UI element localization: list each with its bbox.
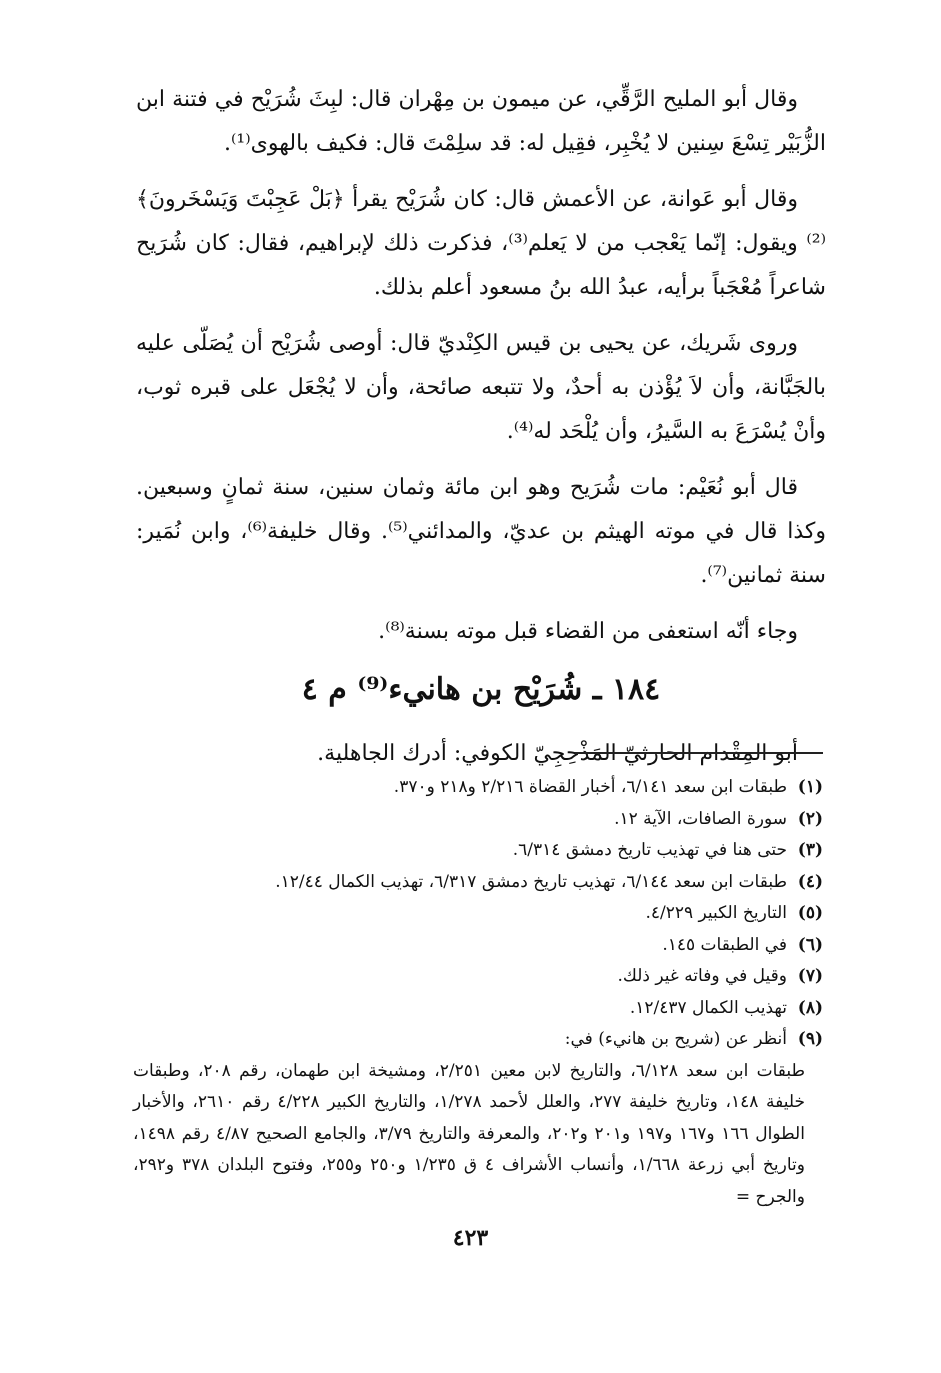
footnote-text: وقيل في وفاته غير ذلك. — [617, 966, 787, 986]
paragraph-2: وقال أبو عَوانة، عن الأعمش قال: كان شُرَيْح يقرأ ﴿بَلْ عَجِبْتَ وَيَسْخَرونَ﴾⁽²⁾ ويقول: إنّما يَعْجب من لا يَعلم⁽³⁾، فذكرت ذلك لإبراهيم، فقال: كان شُرَيح شاعراً مُعْجَباً برأيه، عبدُ الله بنُ مسعود أعلم بذلك. — [136, 187, 826, 300]
footnote-item — [133, 898, 823, 930]
page-number: ٤٢٣ — [452, 1225, 489, 1251]
footnotes — [133, 772, 823, 1213]
footnote-item — [133, 1024, 823, 1056]
footnote-item — [133, 993, 823, 1025]
footnote-item — [133, 835, 823, 867]
footnote-text: في الطبقات ١٤٥. — [662, 934, 787, 955]
footnote-number: (٧) — [797, 966, 823, 986]
footnote-item — [133, 961, 823, 993]
footnote-number: (٣) — [797, 840, 823, 860]
entry-heading: ١٨٤ ـ شُرَيْح بن هانيء⁽⁹⁾ م ٤ — [301, 672, 661, 707]
footnote-number: (٢) — [797, 808, 823, 829]
footnote-number: (٥) — [797, 903, 823, 923]
footnote-text: تهذيب الكمال ١٢/٤٣٧. — [629, 997, 787, 1018]
footnote-text: التاريخ الكبير ٤/٢٢٩. — [645, 903, 787, 923]
footnote-number: (١) — [797, 777, 823, 797]
footnote-item — [133, 772, 823, 804]
footnote-item — [133, 867, 823, 899]
footnote-continuation: طبقات ابن سعد ٦/١٢٨، والتاريخ لابن معين ٢/٢٥١، ومشيخة ابن طهمان، رقم ٢٠٨، وطبقات خليفة ١٤٨، وتاريخ خليفة ٢٧٧، والعلل لأحمد ١/٢٧٨، والتاريخ الكبير ٤/٢٢٨ رقم ٢٦١٠، والأخبار الطوال ١٦٦ و١٦٧ و١٩٧ و٢٠١ و٢٠٢، والمعرفة والتاريخ ٣/٧٩، والجامع الصحيح ٤/٨٧ رقم ١٤٩٨، وتاريخ أبي زرعة ١/٦٦٨، وأنساب الأشراف ٤ ق ١/٢٣٥ و٢٥٠ و٢٥٥، وفتوح البلدان ٣٧٨ و٢٩٢، والجرح = — [133, 1060, 806, 1207]
footnote-text: طبقات ابن سعد ٦/١٤٤، تهذيب تاريخ دمشق ٦/٣١٧، تهذيب الكمال ١٢/٤٤. — [275, 871, 787, 892]
entry-intro: أبو المِقْدام الحارثيّ المَذْحِجِيّ الكوفي: أدرك الجاهلية. — [317, 741, 798, 766]
footnote-number: (٩) — [797, 1029, 823, 1049]
footnote-number: (٦) — [797, 934, 823, 955]
footnote-text: سورة الصافات، الآية ١٢. — [614, 808, 787, 829]
paragraph-5: وجاء أنّه استعفى من القضاء قبل موته بسنة⁽⁸⁾. — [378, 619, 798, 644]
paragraph-3: وروى شَريك، عن يحيى بن قيس الكِنْديّ قال: أوصى شُرَيْح أن يُصَلّى عليه بالجَبَّانة، وأن لاَ يُؤْذن به أحدٌ، ولا تتبعه صائحة، وأن لا يُجْعَل على قبره ثوب، وأنْ يُسْرَعَ به السَّيرُ، وأن يُلْحَد له⁽⁴⁾. — [136, 331, 826, 444]
footnote-text: طبقات ابن سعد ٦/١٤١، أخبار القضاة ٢/٢١٦ و٢١٨ و٣٧٠. — [393, 777, 787, 797]
paragraph-4: قال أبو نُعَيْم: مات شُرَيح وهو ابن مائة وثمان سنين، سنة ثمانٍ وسبعين. وكذا قال في موته الهيثم بن عديّ، والمدائني⁽⁵⁾. وقال خليفة⁽⁶⁾، وابن نُمَير: سنة ثمانين⁽⁷⁾. — [136, 475, 826, 588]
paragraph-1: وقال أبو المليح الرَّقِّي، عن ميمون بن مِهْران قال: لبِثَ شُرَيْح في فتنة ابن الزُّبَيْر تِسْعَ سِنين لا يُخْبِر، فقِيل له: قد سلِمْتَ قال: فكيف بالهوى⁽¹⁾. — [136, 87, 826, 156]
footnote-separator — [575, 752, 823, 754]
footnote-number: (٨) — [797, 997, 823, 1018]
footnote-number: (٤) — [797, 871, 823, 892]
footnote-item — [133, 930, 823, 962]
main-text — [136, 78, 826, 788]
footnote-item — [133, 804, 823, 836]
footnote-text: أنظر عن (شريح بن هانيء) في: — [564, 1029, 787, 1049]
footnote-text: حتى هنا في تهذيب تاريخ دمشق ٦/٣١٤. — [512, 840, 787, 860]
